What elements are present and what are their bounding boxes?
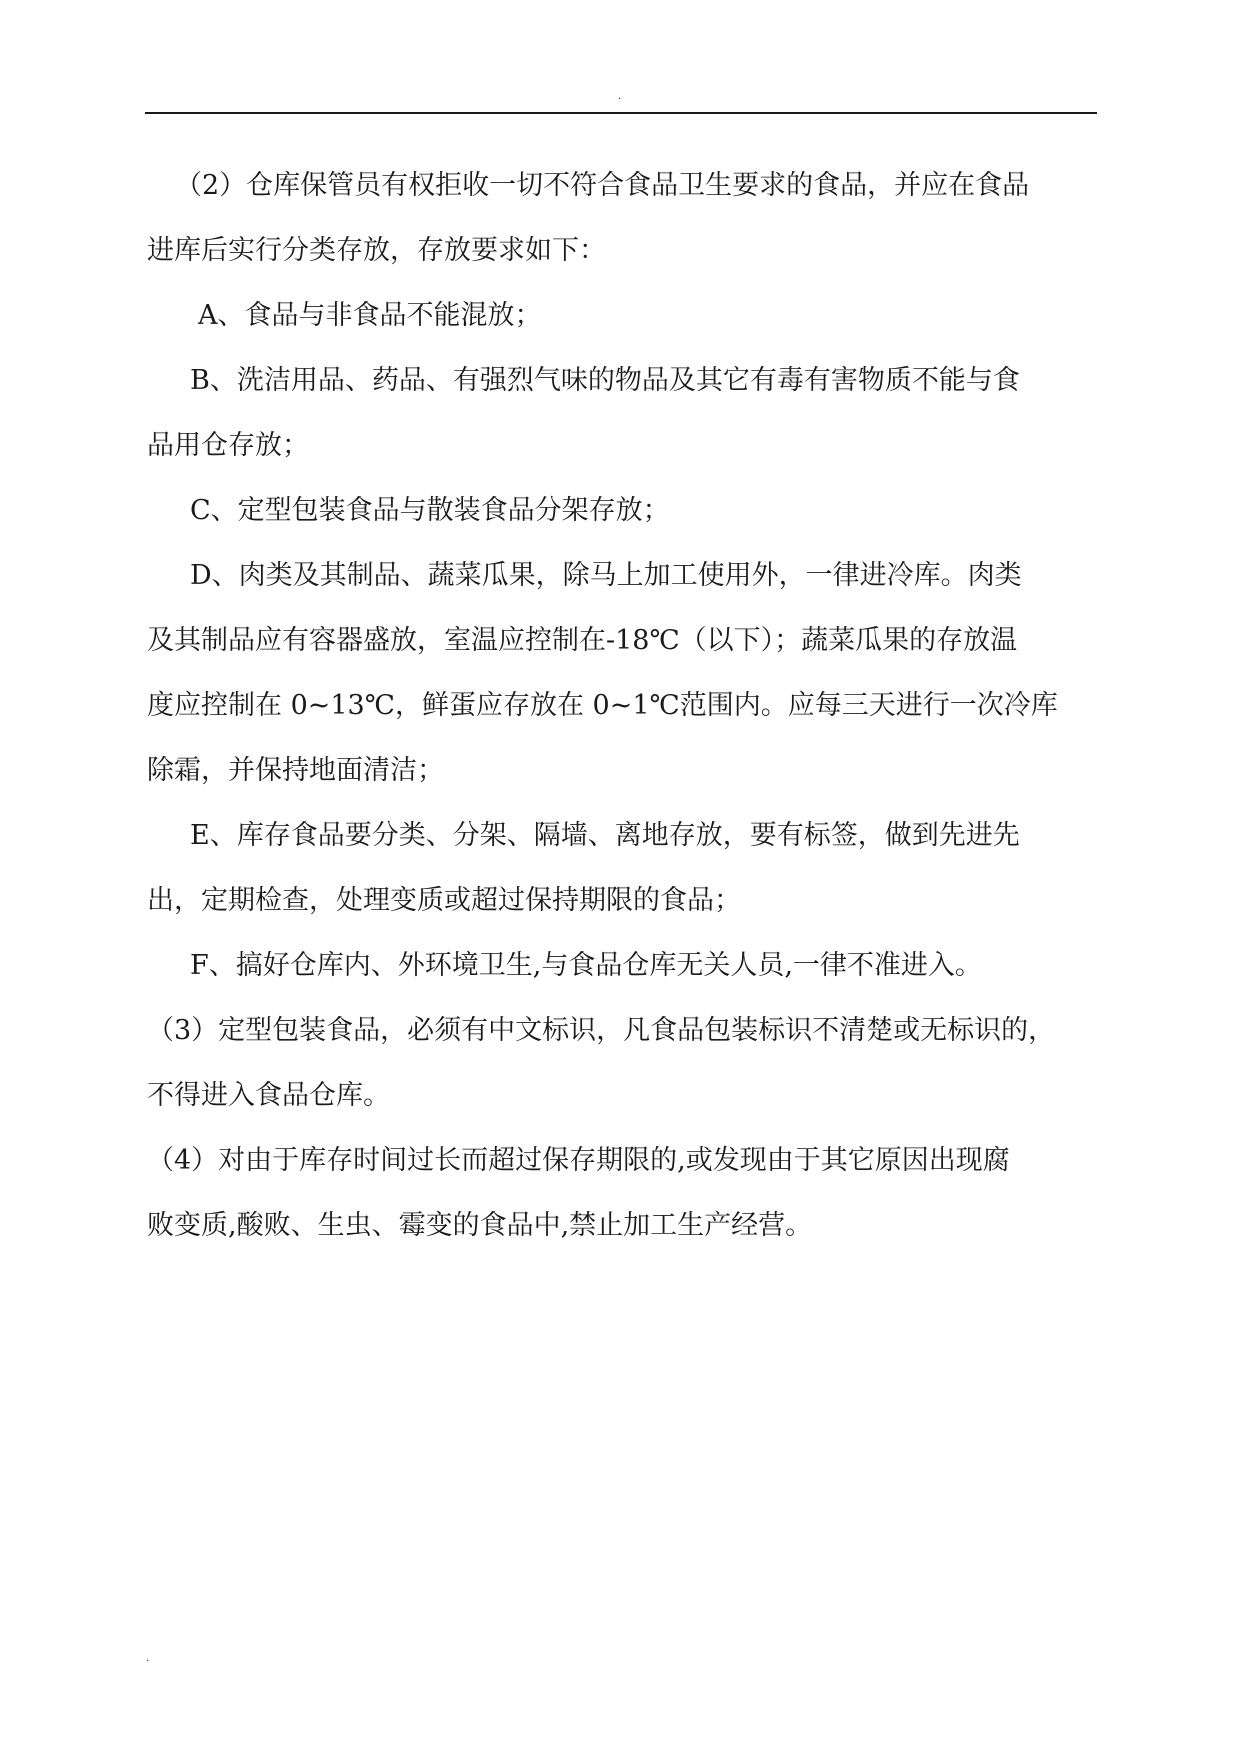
paragraph-line: 及其制品应有容器盛放，室温应控制在-18℃（以下）；蔬菜瓜果的存放温 [147, 625, 1018, 656]
paragraph-line: B、洗洁用品、药品、有强烈气味的物品及其它有毒有害物质不能与食 [190, 365, 1020, 396]
paragraph-line: 出，定期检查，处理变质或超过保持期限的食品； [147, 885, 741, 916]
paragraph-line: （3）定型包装食品，必须有中文标识，凡食品包装标识不清楚或无标识的， [147, 1015, 1056, 1046]
paragraph-line: 度应控制在 0~13℃，鲜蛋应存放在 0~1℃范围内。应每三天进行一次冷库 [147, 690, 1058, 721]
paragraph-line: 进库后实行分类存放，存放要求如下： [147, 235, 606, 266]
header-mark: . [618, 91, 622, 102]
paragraph-line: F、搞好仓库内、外环境卫生,与食品仓库无关人员,一律不准进入。 [190, 950, 982, 981]
paragraph-line: 品用仓存放； [147, 430, 309, 461]
paragraph-line: 败变质,酸败、生虫、霉变的食品中,禁止加工生产经营。 [147, 1210, 813, 1241]
paragraph-line: E、库存食品要分类、分架、隔墙、离地存放，要有标签，做到先进先 [190, 820, 1020, 851]
paragraph-line: 除霜，并保持地面清洁； [147, 755, 444, 786]
paragraph-line: C、定型包装食品与散装食品分架存放； [190, 495, 670, 526]
paragraph-line: 不得进入食品仓库。 [147, 1080, 390, 1111]
footer-mark: . [146, 1653, 150, 1664]
paragraph-line: D、肉类及其制品、蔬菜瓜果，除马上加工使用外，一律进冷库。肉类 [190, 560, 1022, 591]
paragraph-line: （4）对由于库存时间过长而超过保存期限的,或发现由于其它原因出现腐 [147, 1145, 1010, 1176]
header-rule [145, 112, 1097, 114]
paragraph-line: （2）仓库保管员有权拒收一切不符合食品卫生要求的食品，并应在食品 [175, 170, 1030, 201]
paragraph-line: A、食品与非食品不能混放； [198, 300, 542, 331]
